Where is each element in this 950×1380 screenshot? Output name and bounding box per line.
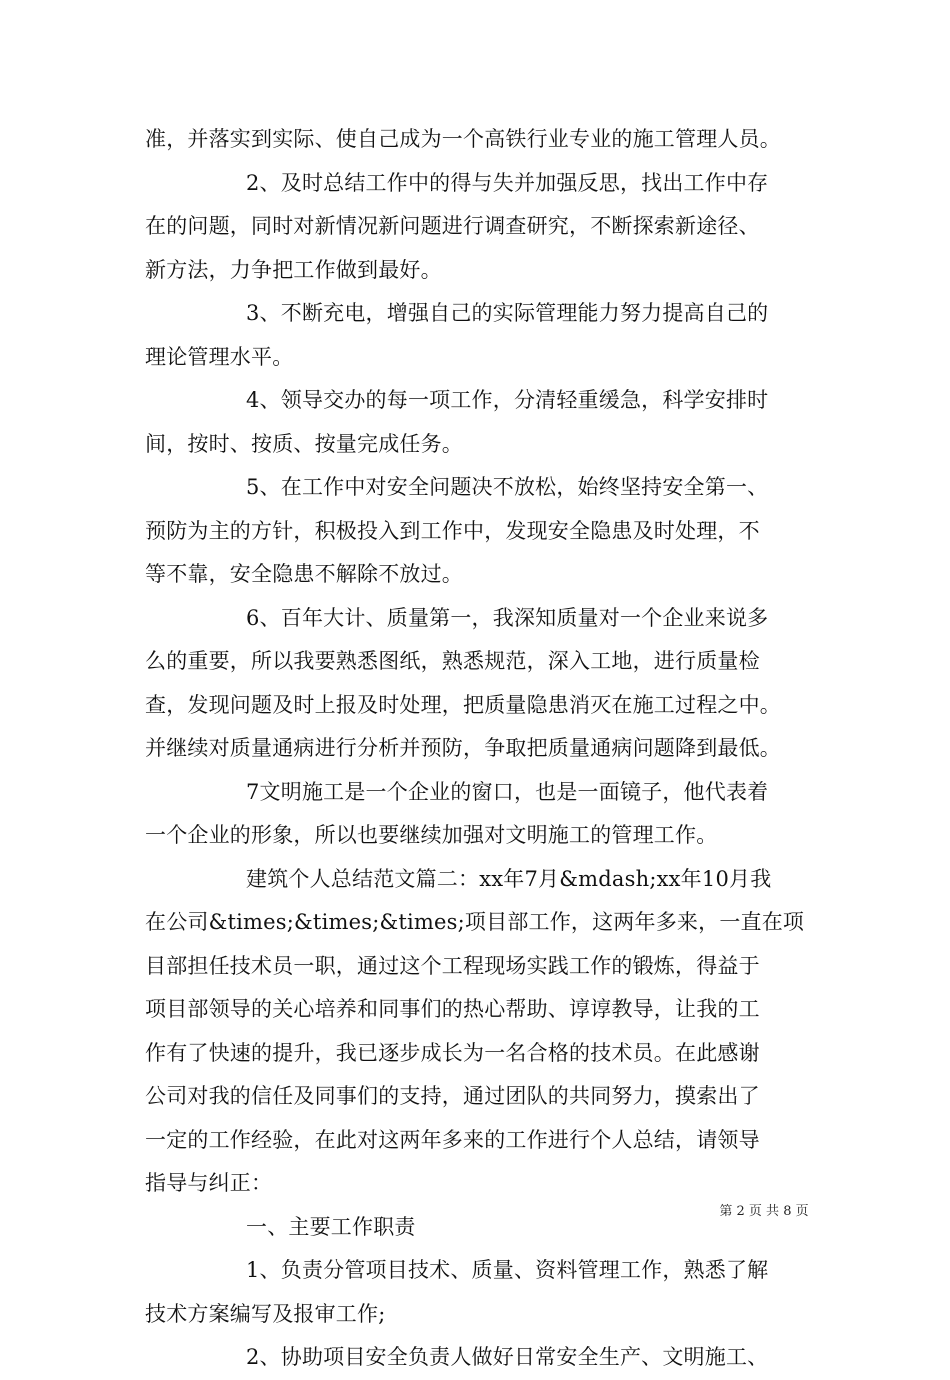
text-line: 并继续对质量通病进行分析并预防，争取把质量通病问题降到最低。 [145, 736, 781, 760]
text-line: 技术方案编写及报审工作; [145, 1301, 386, 1326]
text-line: 一个企业的形象，所以也要继续加强对文明施工的管理工作。 [145, 823, 718, 847]
text-line: 在的问题，同时对新情况新问题进行调查研究，不断探索新途径、 [145, 214, 760, 238]
section-title: 一、主要工作职责 [246, 1214, 416, 1239]
text-line: 准，并落实到实际、使自己成为一个高铁行业专业的施工管理人员。 [145, 127, 781, 151]
text-line: 5、在工作中对安全问题决不放松，始终坚持安全第一、 [246, 475, 769, 499]
text-line: 公司对我的信任及同事们的支持，通过团队的共同努力，摸索出了 [145, 1084, 760, 1108]
text-line: 等不靠，安全隐患不解除不放过。 [145, 562, 463, 586]
text-line: 项目部领导的关心培养和同事们的热心帮助、谆谆教导，让我的工 [145, 997, 760, 1021]
text-line: 4、领导交办的每一项工作，分清轻重缓急，科学安排时 [246, 388, 769, 412]
text-line: 一定的工作经验，在此对这两年多来的工作进行个人总结，请领导 [145, 1127, 760, 1152]
text-line: 查，发现问题及时上报及时处理，把质量隐患消灭在施工过程之中。 [145, 692, 781, 717]
text-line: 么的重要，所以我要熟悉图纸，熟悉规范，深入工地，进行质量检 [145, 649, 760, 673]
page-footer [0, 1200, 950, 1219]
page-number: 第 2 页 共 8 页 [719, 1204, 809, 1219]
text-line: 7文明施工是一个企业的窗口，也是一面镜子，他代表着 [246, 779, 769, 804]
text-line: 在公司&times;&times;&times;项目部工作，这两年多来，一直在项 [145, 910, 805, 934]
text-line: 理论管理水平。 [145, 344, 294, 369]
section-heading-line: 建筑个人总结范文篇二：xx年7月&mdash;xx年10月我 [246, 866, 772, 891]
text-line: 2、协助项目安全负责人做好日常安全生产、文明施工、 [246, 1345, 769, 1369]
text-line: 预防为主的方针，积极投入到工作中，发现安全隐患及时处理，不 [145, 518, 760, 543]
text-line: 3、不断充电，增强自己的实际管理能力努力提高自己的 [246, 301, 769, 325]
text-line: 目部担任技术员一职，通过这个工程现场实践工作的锻炼，得益于 [145, 953, 760, 978]
document-body [145, 118, 825, 1380]
text-line: 指导与纠正： [145, 1171, 273, 1195]
text-line: 间，按时、按质、按量完成任务。 [145, 431, 463, 456]
text-line: 1、负责分管项目技术、质量、资料管理工作，熟悉了解 [246, 1258, 769, 1282]
text-line: 新方法，力争把工作做到最好。 [145, 257, 442, 282]
text-line: 2、及时总结工作中的得与失并加强反思，找出工作中存 [246, 170, 769, 195]
text-line: 6、百年大计、质量第一，我深知质量对一个企业来说多 [246, 605, 769, 630]
text-line: 作有了快速的提升，我已逐步成长为一名合格的技术员。在此感谢 [145, 1040, 760, 1065]
